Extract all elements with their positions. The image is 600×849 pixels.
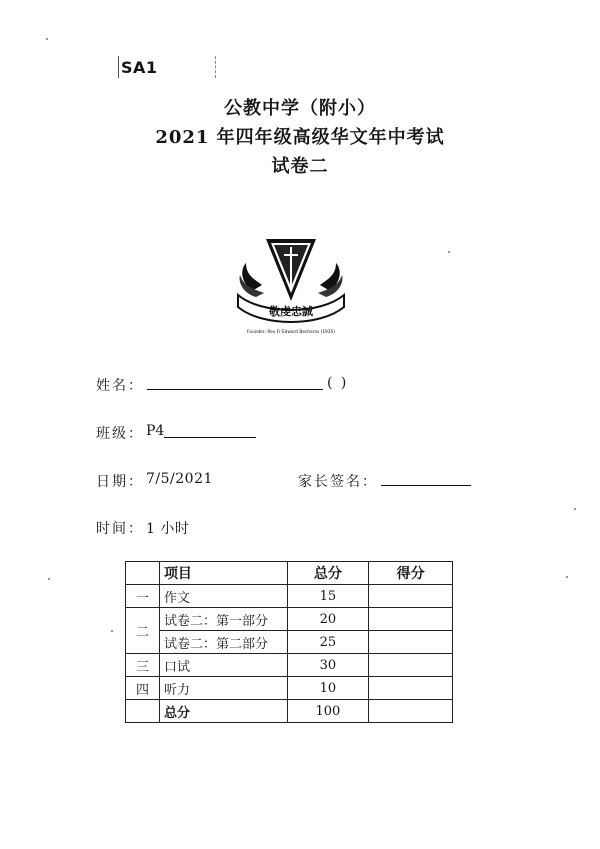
table-row	[126, 631, 453, 654]
time-value: 1 小时	[146, 521, 190, 537]
row-section: 二	[126, 608, 160, 654]
school-crest-logo	[232, 233, 350, 341]
scan-speck	[48, 578, 50, 580]
paper-title: 试卷二	[271, 156, 329, 177]
row-section: 四	[126, 677, 160, 700]
row-total: 25	[287, 631, 369, 654]
row-item: 作文	[159, 585, 287, 608]
row-score-cell[interactable]	[369, 631, 453, 654]
row-score-cell[interactable]	[369, 654, 453, 677]
scan-speck	[574, 508, 576, 510]
total-score-cell[interactable]	[369, 700, 453, 723]
header-total: 总分	[287, 562, 369, 585]
row-item: 试卷二：第二部分	[159, 631, 287, 654]
row-total: 20	[287, 608, 369, 631]
scan-speck	[448, 251, 450, 253]
row-section: 一	[126, 585, 160, 608]
total-value: 100	[287, 700, 369, 723]
paper-tag: SA1	[121, 58, 158, 77]
total-section	[126, 700, 160, 723]
scan-speck	[111, 630, 113, 632]
table-row	[126, 654, 453, 677]
table-header-row	[126, 562, 453, 585]
class-label: 班级：	[96, 426, 144, 442]
row-total: 10	[287, 677, 369, 700]
row-score-cell[interactable]	[369, 677, 453, 700]
row-item: 口试	[159, 654, 287, 677]
header-section	[126, 562, 160, 585]
date-value: 7/5/2021	[146, 471, 213, 487]
row-total: 15	[287, 585, 369, 608]
exam-title: 2021 年四年级高级华文年中考试	[155, 127, 445, 148]
row-item: 听力	[159, 677, 287, 700]
class-field[interactable]	[164, 427, 256, 438]
score-table	[125, 561, 453, 723]
scan-speck	[46, 38, 48, 40]
table-row	[126, 585, 453, 608]
class-value: P4	[146, 423, 165, 439]
total-label: 总分	[159, 700, 287, 723]
row-score-cell[interactable]	[369, 585, 453, 608]
parent-signature-label: 家长签名：	[298, 474, 378, 490]
class-number-paren: ( )	[327, 375, 349, 391]
date-label: 日期：	[96, 474, 144, 490]
scan-speck	[566, 576, 568, 578]
table-total-row	[126, 700, 453, 723]
crest-founder: Founder: Rev Fr Edward Becheras (1935)	[247, 330, 335, 335]
row-score-cell[interactable]	[369, 608, 453, 631]
row-section: 三	[126, 654, 160, 677]
row-total: 30	[287, 654, 369, 677]
table-row	[126, 608, 453, 631]
name-label: 姓名：	[96, 378, 144, 394]
name-field[interactable]	[147, 379, 323, 390]
header-item: 项目	[159, 562, 287, 585]
crest-motto: 敬虔忠誠	[269, 305, 313, 318]
time-label: 时间：	[96, 521, 144, 537]
parent-signature-field[interactable]	[381, 475, 471, 486]
header-score: 得分	[369, 562, 453, 585]
row-item: 试卷二：第一部分	[159, 608, 287, 631]
school-name: 公教中学（附小）	[224, 98, 376, 119]
table-row	[126, 677, 453, 700]
